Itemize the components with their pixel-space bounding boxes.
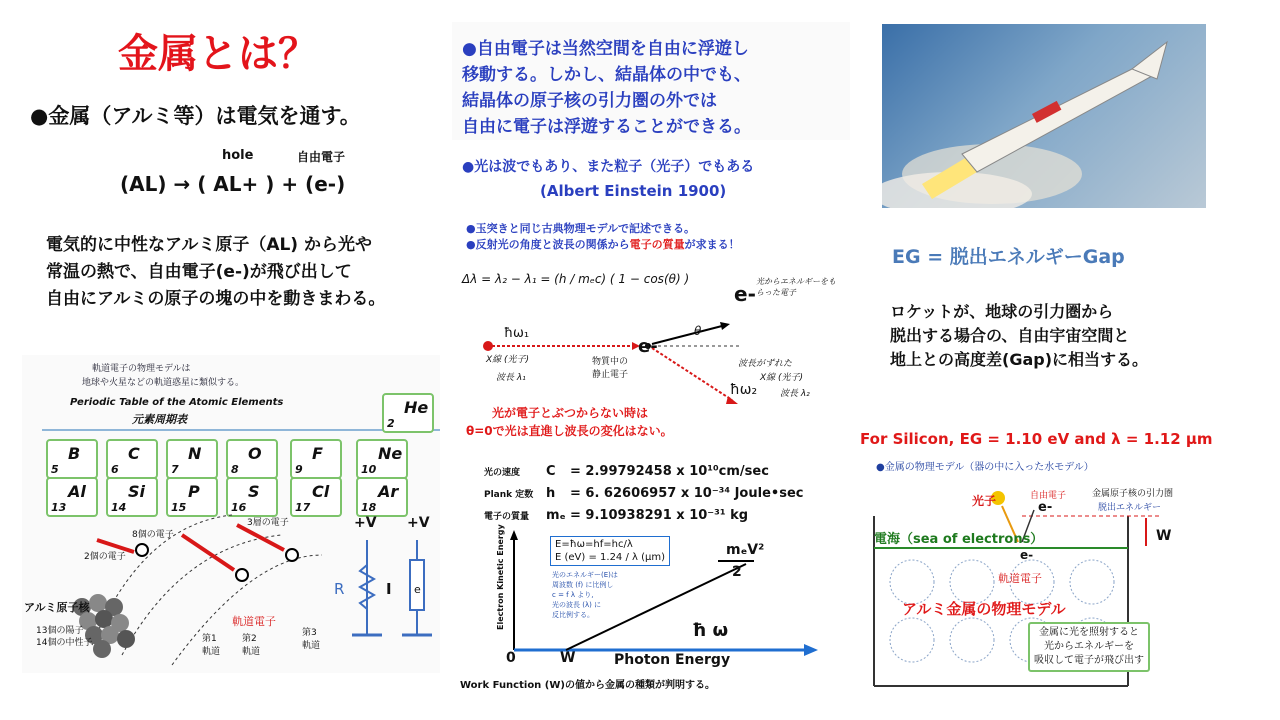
nucleus-label: アルミ原子核 [24,601,90,614]
compton-panel [452,148,850,448]
orbital-electron-text: 軌道電子 [998,572,1042,585]
electron-symbol: e- [638,336,658,357]
photon-line-1: ●光は波でもあり、また粒子（光子）でもある [462,159,755,175]
photon-line-4 [466,236,740,252]
nucleus-field-label: 金属原子核の引力圏 [1092,489,1174,499]
photoelectric-panel [456,460,826,692]
constant-label: 電子の質量 [484,512,530,522]
graph-note-line: 光の波長 (λ) に [552,601,602,609]
constant-symbol: h [546,486,556,501]
graph-note-line: 周波数 (f) に比例し [552,581,614,589]
shell-label: 第2 軌道 [242,634,261,657]
free-electron-line: 自由に電子は浮遊することができる。 [462,117,751,137]
photon-line-3: ●玉突きと同じ古典物理モデルで記述できる。 [466,222,696,235]
note-line-1: 光が電子とぶつからない時は [492,406,649,420]
scattered-electron: e- [734,282,756,306]
electron-in-circuit-label: e [414,583,421,596]
constant-value: = 2.99792458 x 10¹⁰cm/sec [570,464,769,479]
element-box-he [382,393,434,433]
work-function-label: W [560,650,576,666]
description-line: 自由にアルミの原子の塊の中を動きまわる。 [46,289,386,309]
stationary-electron: 物質中の静止電子 [592,357,629,380]
atom-model-panel [22,355,440,673]
kinetic-energy-numerator: mₑV² [726,542,765,558]
photon-energy-symbol: ħ ω [692,620,729,641]
element-box-o [226,439,278,479]
table-divider [42,429,440,431]
element-box-n [166,439,218,479]
element-symbol: P [188,482,200,501]
graph-note-line: c = f λ より, [552,591,594,599]
electron-note: 光からエネルギーをもらった電子 [756,277,836,297]
resistor-label: R [334,580,345,598]
silicon-title: For Silicon, EG = 1.10 eV and λ = 1.12 μm [860,430,1213,448]
xray-label-2: X線 (光子) [760,373,804,383]
element-symbol: Ar [378,482,399,501]
incident-photon-energy: ħω₁ [504,326,530,341]
atomic-number: 6 [111,463,119,476]
element-symbol: C [128,444,140,463]
photon-line-2: (Albert Einstein 1900) [540,182,727,200]
x-axis-label: Photon Energy [614,652,731,668]
element-symbol: N [188,444,202,463]
atomic-number: 8 [231,463,239,476]
rocket-analogy [890,300,1148,372]
emitted-electron: e- [1038,500,1053,515]
sea-electron: e- [1020,548,1034,562]
element-symbol: B [68,444,81,463]
kinetic-energy-denominator: 2 [732,564,742,580]
fraction-bar [718,560,754,562]
atomic-number: 17 [295,501,311,514]
constant-value: = 6. 62606957 x 10⁻³⁴ Joule•sec [570,486,804,501]
metal-model-subtitle: ●金属の物理モデル（器の中に入った水モデル） [876,462,1094,473]
intro-bullet: ●金属（アルミ等）は電気を通す。 [30,104,361,128]
nucleus-detail: 13個の陽子 [36,626,84,636]
atomic-number: 7 [171,463,179,476]
escape-energy-label: EG = 脱出エネルギーGap [892,246,1125,268]
panel-header-1: 軌道電子の物理モデルは [92,364,191,374]
description-line: 常温の熱で、自由電子(e-)が飛び出して [46,262,352,282]
constant-label: 光の速度 [484,468,521,478]
circuit-voltage: +V [354,515,377,531]
description-line: 電気的に中性なアルミ原子（AL) から光や [46,235,372,255]
element-symbol: Si [128,482,146,501]
constant-value: = 9.10938291 x 10⁻³¹ kg [570,508,749,523]
free-electron-panel [452,22,850,140]
atomic-number: 15 [171,501,187,514]
constant-row [484,464,769,479]
constant-row [484,508,748,523]
element-symbol: S [248,482,260,501]
compton-formula: Δλ = λ₂ − λ₁ = (h / mₑc) ( 1 − cos(θ) ) [462,272,690,286]
atomic-number: 2 [387,417,395,430]
orbit-label: 3層の電子 [247,518,289,528]
circuit-voltage: +V [407,515,430,531]
constant-row [484,486,803,501]
atomic-number: 18 [361,501,377,514]
element-symbol: Al [68,482,86,501]
rocket-image [882,24,1206,208]
free-electron-line: 結晶体の原子核の引力圏の外では [462,91,717,111]
atomic-number: 13 [51,501,67,514]
photoemission-line: 吸収して電子が飛び出す [1034,655,1144,666]
free-electron-label: 自由電子 [297,150,346,164]
energy-formula-2: E (eV) = 1.24 / λ (μm) [555,552,666,563]
origin-label: 0 [506,650,516,666]
free-electron-text [462,36,751,140]
photon-line-4a: ●反射光の角度と波長の関係から [466,238,630,251]
photon-label: 光子 [972,494,997,508]
xray-label-1: X線 (光子) [486,355,530,365]
wavelength-1: 波長 λ₁ [496,373,526,383]
current-label: I [386,580,392,598]
electron-sea-label: 電海（sea of electrons） [874,532,1044,547]
element-box-ne [356,439,408,479]
ionization-equation: (AL) → ( AL+ ) + (e-) [120,172,346,196]
photoemission-box [1028,622,1150,672]
rocket-line: 脱出する場合の、自由宇宙空間と [890,326,1130,345]
free-electron-line: 移動する。しかし、結晶体の中でも、 [462,65,751,85]
free-electron-line: ●自由電子は当然空間を自由に浮遊し [462,39,749,59]
gap-w-label: W [1156,528,1172,544]
constant-symbol: C [546,464,556,479]
element-symbol: He [404,398,429,417]
rocket-line: ロケットが、地球の引力圏から [890,302,1114,321]
periodic-table-title: Periodic Table of the Atomic Elements [70,397,284,408]
energy-formula-box [550,536,670,566]
work-function-footer: Work Function (W)の値から金属の種類が判明する。 [460,680,715,691]
aluminum-model-label: アルミ金属の物理モデル [902,600,1066,618]
element-symbol: Cl [312,482,330,501]
photoemission-line: 金属に光を照射すると [1039,627,1139,638]
hole-label: hole [222,148,254,163]
orbital-electron-label: 軌道電子 [232,615,276,628]
atomic-number: 10 [361,463,377,476]
panel-header-2: 地球や火星などの軌道惑星に類似する。 [82,378,245,388]
atomic-number: 16 [231,501,247,514]
shifted-label: 波長がずれた [738,359,793,369]
note-line-2: θ=0で光は直進し波長の変化はない。 [466,424,673,438]
description [46,232,385,313]
element-symbol: Ne [378,444,403,463]
photoemission-line: 光からエネルギーを [1044,641,1134,652]
element-box-f [290,439,342,479]
metal-model-panel [862,458,1208,690]
rocket-icon [882,24,1206,208]
element-symbol: O [248,444,262,463]
graph-note [552,570,618,620]
element-box-c [106,439,158,479]
graph-note-line: 光のエネルギー(E)は [552,571,618,579]
rocket-line: 地上との高度差(Gap)に相当する。 [890,350,1149,369]
graph-note-line: 反比例する。 [552,611,594,619]
atomic-number: 9 [295,463,303,476]
y-axis-label: Electron Kinetic Energy [496,524,505,630]
scattered-photon-energy: ħω₂ [730,382,758,398]
orbit-label: 2個の電子 [84,552,126,562]
atomic-number: 5 [51,463,59,476]
free-electron-label: 自由電子 [1030,491,1067,501]
nucleus-detail: 14個の中性子 [36,638,93,648]
page-title: 金属とは？ [118,31,318,77]
constant-label: Plank 定数 [484,490,534,500]
electron-mass-text: 電子の質量 [629,238,685,251]
scatter-angle: θ [694,324,702,338]
orbit-label: 8個の電子 [132,530,174,540]
constant-symbol: mₑ [546,508,566,523]
element-box-b [46,439,98,479]
photon-line-4c: が求まる！ [684,238,740,251]
wavelength-2: 波長 λ₂ [780,389,810,399]
atomic-number: 14 [111,501,127,514]
shell-label: 第1 軌道 [202,634,221,657]
escape-energy-text: 脱出エネルギー [1098,503,1162,513]
energy-formula-1: E=ħω=hf=hc/λ [555,539,633,550]
periodic-table-title-jp: 元素周期表 [132,413,187,426]
shell-label: 第3 軌道 [302,628,321,651]
element-symbol: F [312,444,323,463]
